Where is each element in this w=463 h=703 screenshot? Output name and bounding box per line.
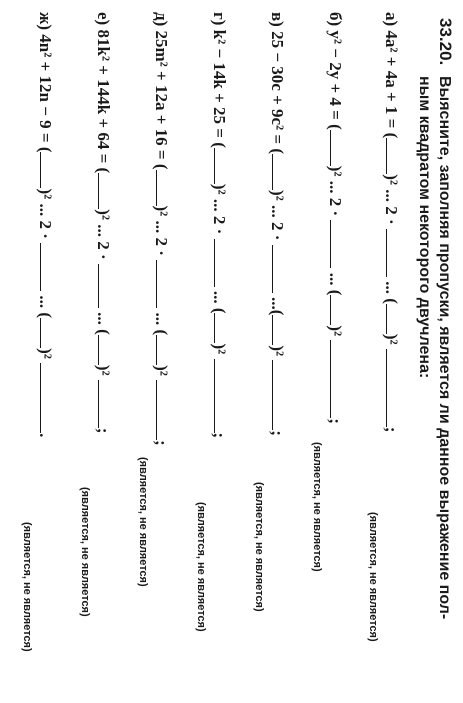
- task-mid: ... (: [326, 272, 345, 296]
- task-v: [235, 12, 287, 692]
- task-tail: )² ... 2 ·: [268, 190, 287, 241]
- answer-blank[interactable]: [98, 380, 113, 428]
- task-mid: ... (: [382, 281, 401, 304]
- blank-field[interactable]: [272, 315, 287, 345]
- task-end: )²: [326, 325, 345, 337]
- task-end: )²: [36, 348, 55, 359]
- blank-field[interactable]: [40, 243, 55, 291]
- task-zh: [3, 12, 55, 692]
- task-g: [177, 12, 229, 692]
- task-hint: (является, не является): [137, 457, 149, 587]
- task-expression: 25m² + 12a + 16 = (: [152, 30, 171, 170]
- terminator: ;: [210, 432, 229, 439]
- blank-field[interactable]: [214, 313, 229, 343]
- task-tail: )² ... 2 ·: [382, 174, 401, 225]
- answer-blank[interactable]: [330, 340, 345, 418]
- blank-field[interactable]: [386, 304, 401, 334]
- task-mid: ...(: [268, 296, 287, 316]
- blank-field[interactable]: [98, 335, 113, 365]
- task-expression: k² − 14k + 25 = (: [210, 29, 229, 148]
- exercise-header: [414, 18, 455, 678]
- answer-blank[interactable]: [156, 380, 171, 440]
- task-tail: )² ... 2 ·: [152, 205, 171, 256]
- blank-field[interactable]: [330, 220, 345, 268]
- task-end: )²: [152, 365, 171, 376]
- terminator: ;: [94, 427, 113, 434]
- answer-blank[interactable]: [272, 360, 287, 430]
- exercise-title-line2: ным квадратом некоторого двучлена:: [416, 76, 433, 379]
- answer-blank[interactable]: [214, 359, 229, 433]
- task-expression: 4a² + 4a + 1 = (: [382, 30, 401, 139]
- task-hint: (является, не является): [311, 442, 323, 572]
- task-end: )²: [210, 343, 229, 355]
- blank-field[interactable]: [40, 318, 55, 348]
- blank-field[interactable]: [214, 239, 229, 287]
- task-label: б): [326, 12, 345, 27]
- task-tail: )² ... 2 ·: [210, 183, 229, 235]
- blank-field[interactable]: [272, 154, 287, 190]
- task-mid: ... (: [94, 312, 113, 335]
- exercise-title-line1: Выясните, заполняя пропуски, является ли данное выражение пол-: [436, 76, 453, 620]
- terminator: ;: [152, 440, 171, 446]
- blank-field[interactable]: [98, 264, 113, 308]
- answer-blank[interactable]: [386, 349, 401, 427]
- task-mid: ... (: [152, 312, 171, 336]
- task-mid: ... (: [36, 295, 55, 319]
- task-tail: )² ... 2 ·: [326, 165, 345, 217]
- task-hint: (является, не является): [21, 522, 33, 652]
- terminator: .: [36, 433, 55, 438]
- task-b: [293, 12, 345, 692]
- task-end: )²: [382, 333, 401, 345]
- task-tail: )² ... 2 ·: [36, 188, 55, 239]
- task-expression: 25 − 30c + 9c² = (: [268, 31, 287, 155]
- blank-field[interactable]: [40, 152, 55, 188]
- exercise-number: 33.20.: [436, 18, 455, 66]
- terminator: ;: [326, 418, 345, 425]
- blank-field[interactable]: [156, 170, 171, 206]
- answer-blank[interactable]: [40, 363, 55, 433]
- blank-field[interactable]: [98, 173, 113, 209]
- task-expression: y² − 2y + 4 = (: [326, 30, 345, 130]
- task-expression: 81k² + 144k + 64 = (: [94, 29, 113, 174]
- blank-field[interactable]: [214, 148, 229, 184]
- task-label: е): [94, 12, 113, 26]
- task-hint: (является, не является): [195, 502, 207, 632]
- task-label: в): [268, 12, 287, 27]
- blank-field[interactable]: [272, 245, 287, 293]
- task-label: а): [382, 12, 401, 27]
- task-label: ж): [36, 12, 55, 30]
- task-d: [119, 12, 171, 692]
- task-hint: (является, не является): [79, 487, 91, 617]
- task-hint: (является, не является): [253, 482, 265, 612]
- blank-field[interactable]: [386, 229, 401, 277]
- task-hint: (является, не является): [367, 512, 379, 642]
- task-label: д): [152, 12, 171, 27]
- terminator: ;: [382, 426, 401, 433]
- blank-field[interactable]: [156, 335, 171, 365]
- task-mid: ... (: [210, 290, 229, 314]
- blank-field[interactable]: [386, 138, 401, 174]
- task-label: г): [210, 12, 229, 26]
- task-end: )²: [94, 364, 113, 376]
- task-e: [61, 12, 113, 692]
- task-end: )²: [268, 345, 287, 357]
- blank-field[interactable]: [156, 260, 171, 308]
- blank-field[interactable]: [330, 130, 345, 166]
- task-a: [349, 12, 401, 692]
- blank-field[interactable]: [330, 295, 345, 325]
- task-tail: )² ... 2 ·: [94, 209, 113, 260]
- task-expression: 4n² + 12n − 9 = (: [36, 34, 55, 153]
- terminator: ;: [268, 430, 287, 437]
